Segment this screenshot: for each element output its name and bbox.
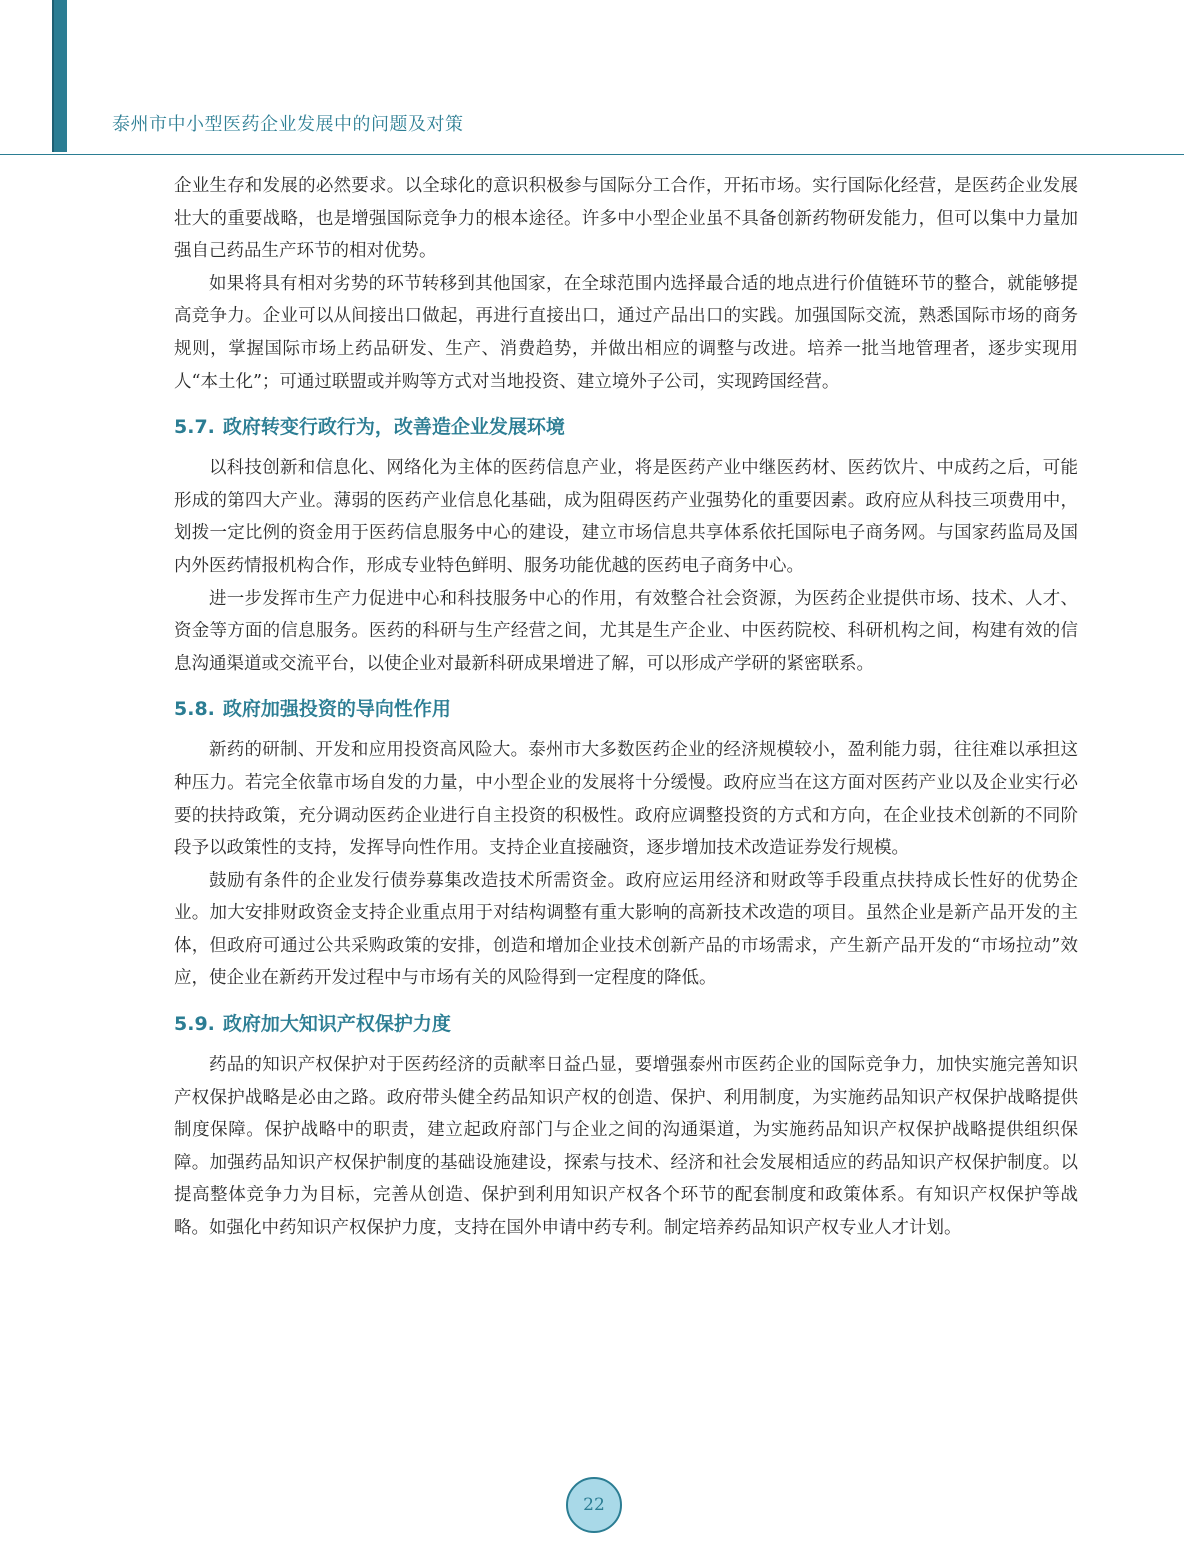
section-number: 5.9. (174, 1013, 215, 1036)
body-paragraph: 药品的知识产权保护对于医药经济的贡献率日益凸显，要增强泰州市医药企业的国际竞争力，加快实施完善知识产权保护战略是必由之路。政府带头健全药品知识产权的创造、保护、利用制度，为实施药品知识产权保护战略提供制度保障。保护战略中的职责，建立起政府部门与企业之间的沟通渠道，为实施药品知识产权保护战略提供组织保障。加强药品知识产权保护制度的基础设施建设，探索与技术、经济和社会发展相适应的药品知识产权保护制度。以提高整体竞争力为目标，完善从创造、保护到利用知识产权各个环节的配套制度和政策体系。有知识产权保护等战略。如强化中药知识产权保护力度，支持在国外申请中药专利。制定培养药品知识产权专业人才计划。 (174, 1055, 1078, 1239)
page-number-badge: 22 (566, 1477, 622, 1533)
section-number: 5.8. (174, 698, 215, 721)
body-paragraph: 企业生存和发展的必然要求。以全球化的意识积极参与国际分工合作，开拓市场。实行国际化经营，是医药企业发展壮大的重要战略，也是增强国际竞争力的根本途径。许多中小型企业虽不具备创新药物研发能力，但可以集中力量加强自己药品生产环节的相对优势。 (174, 176, 1078, 262)
header-divider (0, 154, 1184, 155)
section-number: 5.7. (174, 416, 215, 439)
header-accent-bar (52, 0, 67, 152)
body-paragraph: 鼓励有条件的企业发行债券募集改造技术所需资金。政府应运用经济和财政等手段重点扶持成长性好的优势企业。加大安排财政资金支持企业重点用于对结构调整有重大影响的高新技术改造的项目。虽然企业是新产品开发的主体，但政府可通过公共采购政策的安排，创造和增加企业技术创新产品的市场需求，产生新产品开发的“市场拉动”效应，使企业在新药开发过程中与市场有关的风险得到一定程度的降低。 (174, 870, 1078, 989)
section-heading-5-9 (174, 1009, 1078, 1039)
section-title: 政府加大知识产权保护力度 (222, 1013, 451, 1036)
body-paragraph: 以科技创新和信息化、网络化为主体的医药信息产业，将是医药产业中继医药材、医药饮片、中成药之后，可能形成的第四大产业。薄弱的医药产业信息化基础，成为阻碍医药产业强势化的重要因素。政府应从科技三项费用中，划拨一定比例的资金用于医药信息服务中心的建设，建立市场信息共享体系依托国际电子商务网。与国家药监局及国内外医药情报机构合作，形成专业特色鲜明、服务功能优越的医药电子商务中心。 (174, 458, 1078, 576)
page-body (174, 170, 1078, 1245)
body-paragraph: 进一步发挥市生产力促进中心和科技服务中心的作用，有效整合社会资源，为医药企业提供市场、技术、人才、资金等方面的信息服务。医药的科研与生产经营之间，尤其是生产企业、中医药院校、科研机构之间，构建有效的信息沟通渠道或交流平台，以使企业对最新科研成果增进了解，可以形成产学研的紧密联系。 (174, 588, 1078, 674)
section-title: 政府加强投资的导向性作用 (222, 698, 451, 721)
body-paragraph: 如果将具有相对劣势的环节转移到其他国家，在全球范围内选择最合适的地点进行价值链环节的整合，就能够提高竞争力。企业可以从间接出口做起，再进行直接出口，通过产品出口的实践。加强国际交流，熟悉国际市场的商务规则，掌握国际市场上药品研发、生产、消费趋势，并做出相应的调整与改进。培养一批当地管理者，逐步实现用人“本土化”；可通过联盟或并购等方式对当地投资、建立境外子公司，实现跨国经营。 (174, 273, 1078, 392)
running-header-title: 泰州市中小型医药企业发展中的问题及对策 (112, 114, 464, 135)
section-heading-5-8 (174, 694, 1078, 724)
section-title: 政府转变行政行为，改善造企业发展环境 (222, 416, 565, 439)
body-paragraph: 新药的研制、开发和应用投资高风险大。泰州市大多数医药企业的经济规模较小，盈利能力弱，往往难以承担这种压力。若完全依靠市场自发的力量，中小型企业的发展将十分缓慢。政府应当在这方面对医药产业以及企业实行必要的扶持政策，充分调动医药企业进行自主投资的积极性。政府应调整投资的方式和方向，在企业技术创新的不同阶段予以政策性的支持，发挥导向性作用。支持企业直接融资，逐步增加技术改造证券发行规模。 (174, 740, 1078, 859)
section-heading-5-7 (174, 412, 1078, 442)
